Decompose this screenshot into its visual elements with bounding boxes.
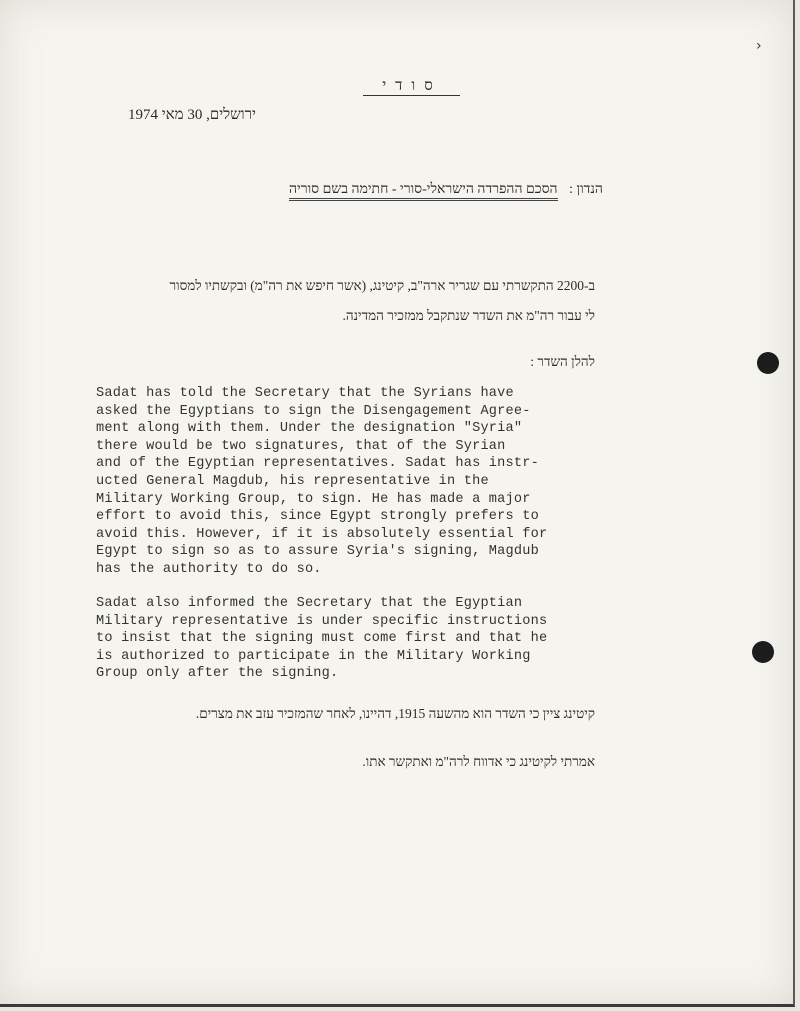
subject-line: [289, 182, 603, 198]
subject-label: הנדון :: [569, 182, 603, 197]
classification-heading: סודי: [382, 78, 442, 94]
timing-note: קיטינג ציין כי השדר הוא מהשעה 1915, דהיינו, לאחר שהמזכיר עזב את מצרים.: [195, 706, 595, 721]
message-label: להלן השדר :: [530, 354, 595, 369]
message-paragraph-1: Sadat has told the Secretary that the Syrians have asked the Egyptians to sign the Disengagement Agree- ment along with them. Under the designation "Syria" there would be two signatures, that of the Syrian and of the Egyptian representatives. Sadat has instr- ucted General Magdub, his representative in the Military Working Group, to sign. He has made a major effort to avoid this, since Egypt strongly prefers to avoid this. However, if it is absolutely essential for Egypt to sign so as to assure Syria's signing, Magdub has the authority to do so.: [96, 386, 548, 577]
date-line: ירושלים, 30 מאי 1974: [128, 107, 256, 123]
punch-hole-top: [757, 352, 779, 374]
message-paragraph-2: Sadat also informed the Secretary that the Egyptian Military representative is under specific instructions to insist that the signing must come first and that he is authorized to participate in the Military Working Group only after the signing.: [96, 596, 548, 682]
closing-note: אמרתי לקיטינג כי אדווח לרה"מ ואתקשר אתו.: [362, 754, 595, 769]
intro-line-2: לי עבור רה"מ את השדר שנתקבל ממזכיר המדינה.: [342, 308, 595, 323]
classification-underline: [363, 95, 460, 96]
corner-mark: ›: [756, 38, 762, 54]
subject-text: הסכם ההפרדה הישראלי-סורי - חתימה בשם סוריה: [289, 182, 558, 201]
punch-hole-bottom: [752, 641, 774, 663]
intro-line-1: ב-2200 התקשרתי עם שגריר ארה"ב, קיטינג, (אשר חיפש את רה"מ) ובקשתיו למסור: [169, 278, 595, 293]
